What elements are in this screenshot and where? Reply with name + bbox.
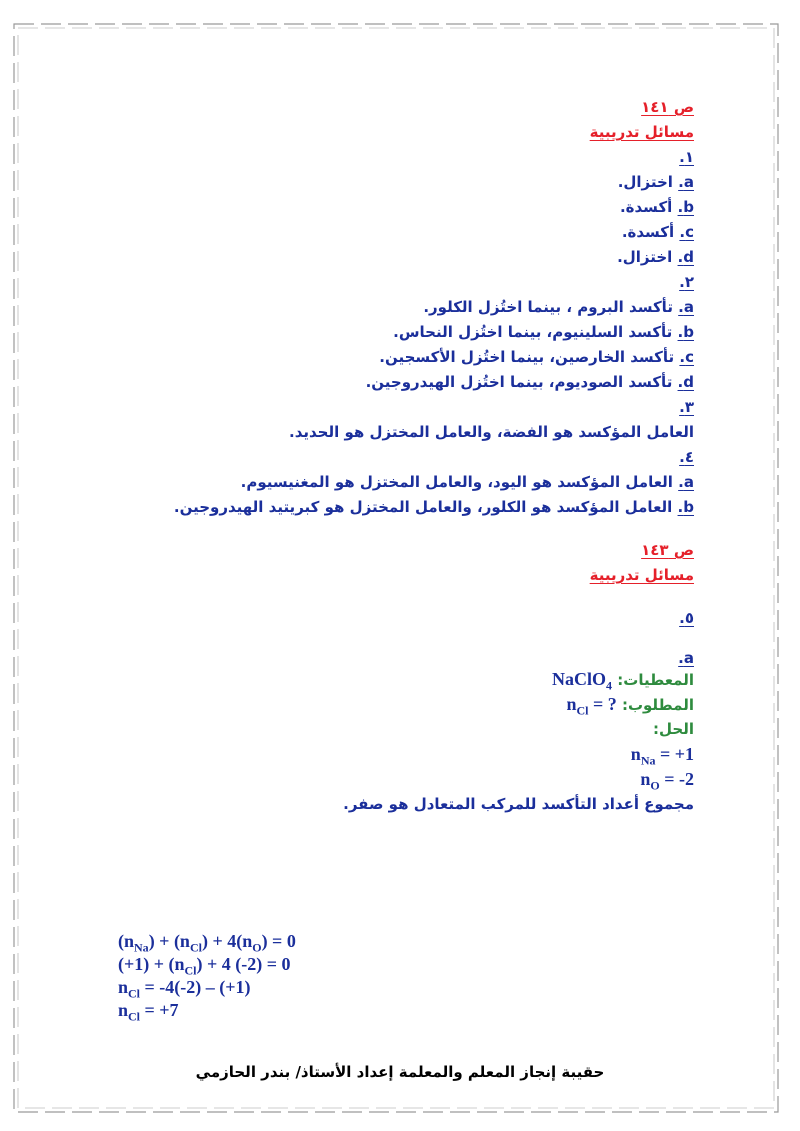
q2-item-c: c. تأكسد الخارصين، بينما اختُزل الأكسجين. [379, 348, 694, 366]
o-oxidation-line: $n_O = -2$ [640, 769, 694, 793]
na-oxidation-line: $n_{Na} = +1$ [630, 744, 694, 768]
equation-4: $n_{Cl} = +7$ [118, 1000, 179, 1024]
equation-block [118, 930, 518, 1022]
question-1-number: ١. [679, 148, 694, 166]
q2-item-d: d. تأكسد الصوديوم، بينما اختُزل الهيدروجين. [365, 373, 694, 391]
q1-item-a: a. اختزال. [617, 173, 694, 191]
required-label: المطلوب: [621, 696, 694, 714]
q5-part-a: a. [678, 649, 694, 667]
q3-answer: العامل المؤكسد هو الفضة، والعامل المختزل هو الحديد. [289, 423, 694, 441]
page-header-143: ص ١٤٣ [641, 541, 694, 559]
equation-1: $(n_{Na}) + (n_{Cl}) + 4(n_O) = 0$ [118, 931, 296, 955]
practice-problems-title-1: مسائل تدريبية [589, 123, 694, 141]
q1-item-c: c. أكسدة. [621, 223, 694, 241]
given-formula: NaClO$_4$ [552, 669, 613, 693]
q1-item-b: b. أكسدة. [619, 198, 694, 216]
given-line [94, 667, 694, 692]
question-3-number: ٣. [679, 398, 694, 416]
question-4-number: ٤. [679, 448, 694, 466]
practice-problems-title-2: مسائل تدريبية [589, 566, 694, 584]
answer-content [94, 95, 694, 817]
page-footer: حقيبة إنجاز المعلم والمعلمة إعداد الأستاذ/ بندر الحازمي [195, 1063, 605, 1081]
equation-3: $n_{Cl} = -4(-2) - (+1)$ [118, 977, 251, 1001]
page-header-141: ص ١٤١ [641, 98, 694, 116]
neutral-compound-rule: مجموع أعداد التأكسد للمركب المتعادل هو صفر. [343, 795, 694, 813]
solution-label: الحل: [653, 720, 694, 738]
required-line [94, 692, 694, 717]
q2-item-a: a. تأكسد البروم ، بينما اختُزل الكلور. [423, 298, 694, 316]
q4-item-a: a. العامل المؤكسد هو اليود، والعامل المختزل هو المغنيسيوم. [240, 473, 694, 491]
question-5-number: ٥. [679, 609, 694, 627]
q1-item-d: d. اختزال. [617, 248, 694, 266]
q4-item-b: b. العامل المؤكسد هو الكلور، والعامل المختزل هو كبريتيد الهيدروجين. [173, 498, 694, 516]
question-2-number: ٢. [679, 273, 694, 291]
given-label: المعطيات: [617, 671, 694, 689]
equation-2: $(+1) + (n_{Cl}) + 4$ (-2) = 0 [118, 954, 291, 978]
q2-item-b: b. تأكسد السلينيوم، بينما اختُزل النحاس. [393, 323, 694, 341]
required-value: $n_{Cl}$ = ? [566, 694, 617, 718]
